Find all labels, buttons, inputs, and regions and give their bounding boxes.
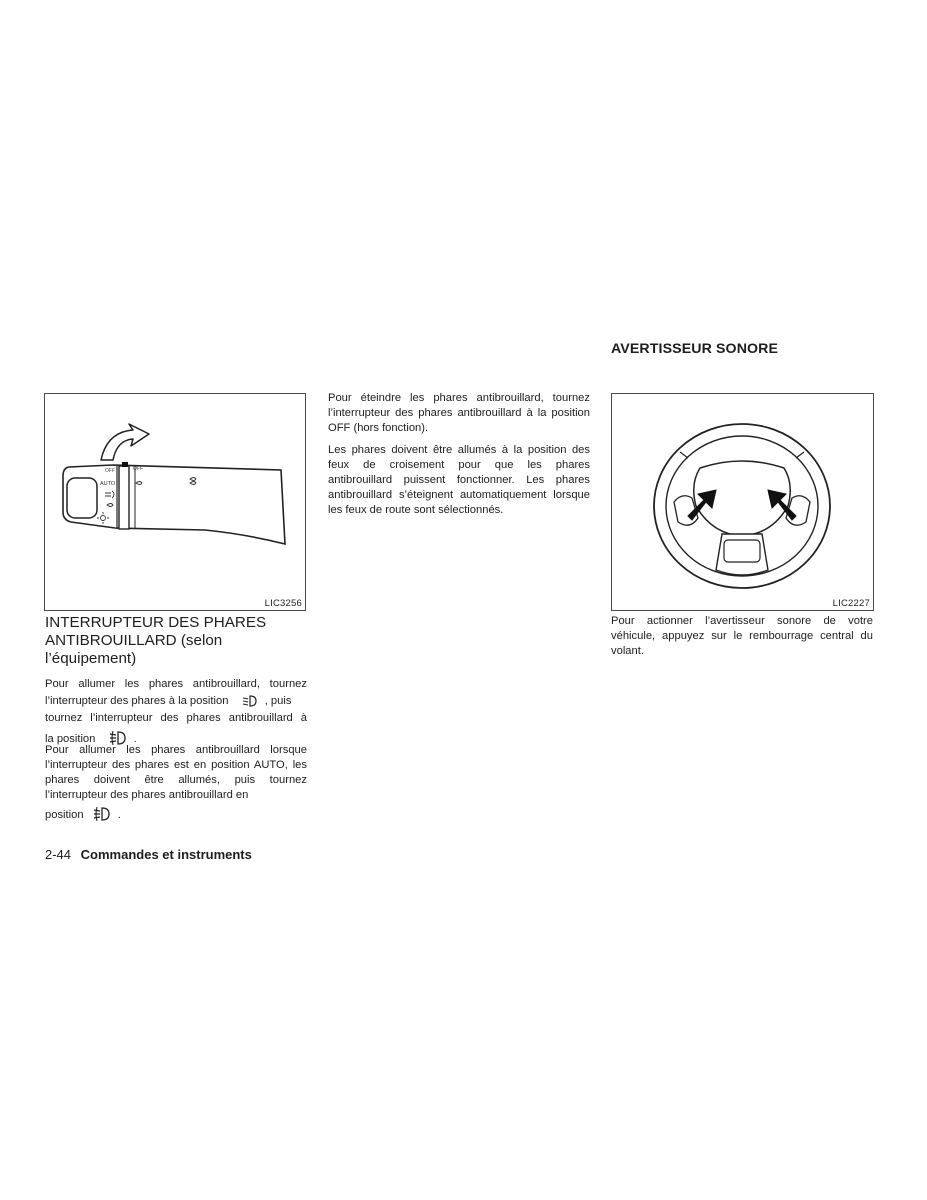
- middle-para-1: Pour éteindre les phares antibrouillard, tournez l’interrupteur des phares antibrouillard à la position OFF (hors fonction).: [328, 392, 590, 434]
- middle-para-2: Les phares doivent être allumés à la position des feux de croisement pour que les phares antibrouillard puissent fonctionner. Les phares antibrouillard s’éteignent automatiquement lorsque les feux de route sont sélectionnés.: [328, 444, 590, 516]
- front-fog-light-icon: [93, 806, 111, 822]
- fog-light-heading: [45, 614, 305, 668]
- fog-light-para-1: [45, 677, 307, 747]
- page-footer: [45, 847, 252, 862]
- para1-line3: tournez l’interrupteur des phares antibrouillard à: [45, 712, 307, 724]
- stalk-label-auto: AUTO: [100, 481, 116, 487]
- fog-light-para-2: [45, 743, 307, 823]
- figure-code-left: LIC3256: [264, 598, 302, 609]
- para1-line2-after: , puis: [264, 695, 292, 707]
- para1-line2-before: l’interrupteur des phares à la position: [45, 695, 229, 707]
- headlight-low-beam-icon: [242, 694, 258, 708]
- horn-section-title: AVERTISSEUR SONORE: [611, 341, 779, 357]
- fog-light-switch-figure: [44, 393, 306, 611]
- chapter-title: Commandes et instruments: [80, 847, 252, 862]
- horn-paragraph: [611, 614, 873, 659]
- para2-last-before: position: [45, 809, 84, 821]
- stalk-label-off-left: OFF: [105, 468, 115, 474]
- horn-para-text: Pour actionner l’avertisseur sonore de votre véhicule, appuyez sur le rembourrage central du volant.: [611, 615, 873, 657]
- para1-line1: Pour allumer les phares antibrouillard, tournez: [45, 678, 307, 690]
- heading-line-1: INTERRUPTEUR DES PHARES: [45, 614, 267, 631]
- steering-wheel-figure: [611, 393, 874, 611]
- para2-text: Pour allumer les phares antibrouillard lorsque l’interrupteur des phares est en position AUTO, les phares doivent être allumés, puis tournez l’interrupteur des phares antibrouillard en: [45, 744, 307, 801]
- heading-line-3: l’équipement): [45, 650, 137, 667]
- middle-column: [328, 391, 590, 518]
- para2-last-after: .: [117, 809, 121, 821]
- para1-line4-after: .: [133, 733, 137, 745]
- figure-code-right: LIC2227: [832, 598, 870, 609]
- heading-line-2: ANTIBROUILLARD (selon: [45, 632, 223, 649]
- steering-wheel-illustration: [612, 394, 873, 594]
- light-stalk-illustration: [45, 394, 305, 594]
- para1-line4-before: la position: [45, 733, 96, 745]
- stalk-label-off-right: OFF: [133, 466, 143, 472]
- page-number: 2-44: [45, 847, 72, 862]
